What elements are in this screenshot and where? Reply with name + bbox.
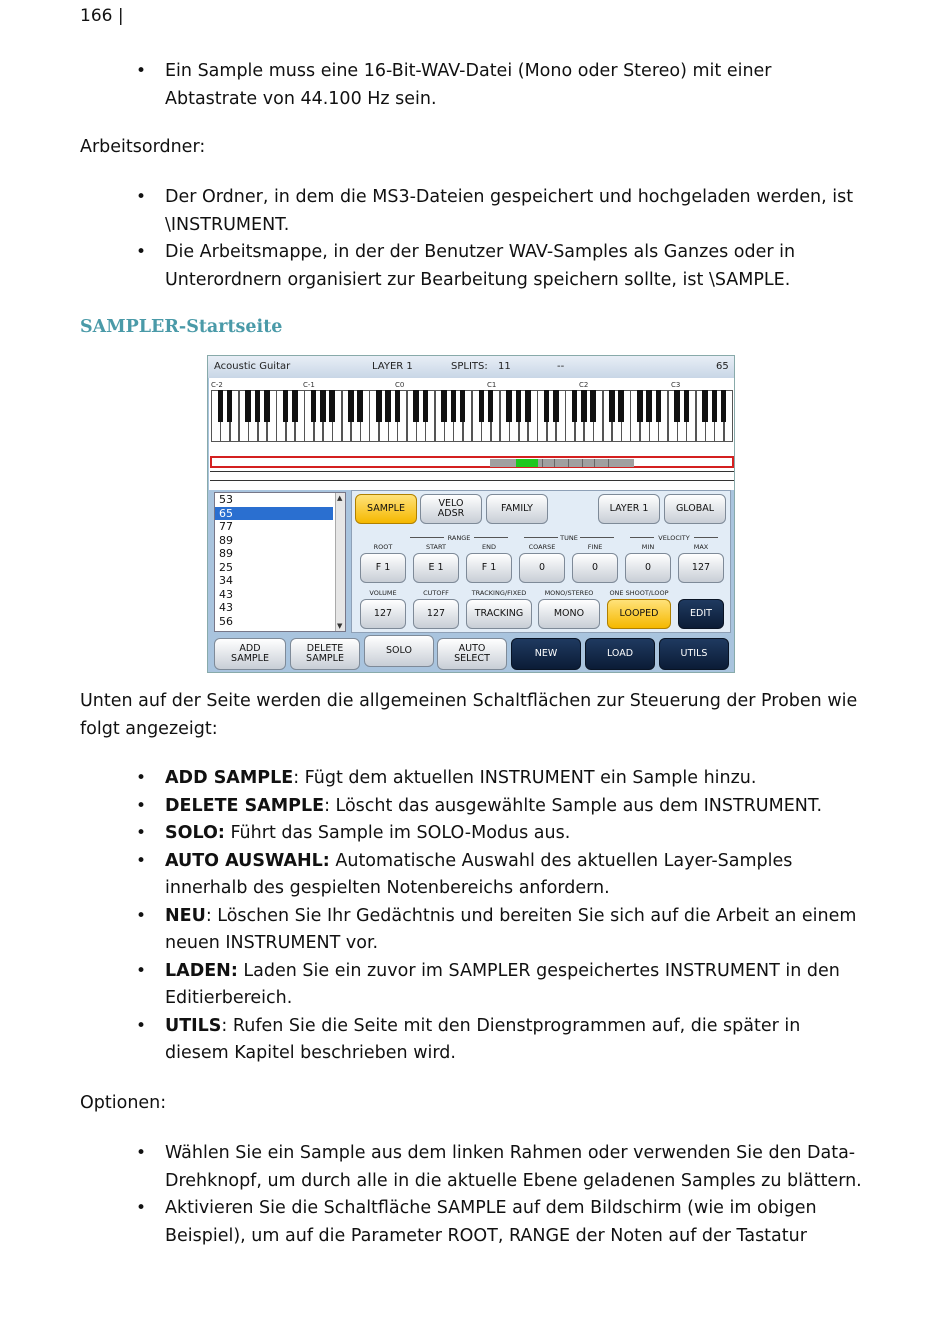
black-key[interactable] [441,390,447,422]
min-label: MIN [641,543,655,551]
sample-list[interactable] [214,492,346,632]
list-item[interactable]: 89 [219,547,233,560]
scroll-up-icon[interactable]: ▲ [337,494,343,502]
sample-range-bar [490,459,634,467]
end-value-button[interactable]: F 1 [466,553,512,583]
list-item[interactable]: 56 [219,614,233,628]
list-item[interactable]: 89 [219,533,233,547]
description: : Löscht das ausgewählte Sample aus dem INSTRUMENT. [324,795,823,816]
list-item: • Ein Sample muss eine 16-Bit-WAV-Datei (Mono oder Stereo) mit einer Abtastrate von 44.100 Hz sein. [136,58,866,113]
cutoff-value-button[interactable]: 127 [413,599,459,629]
tab-sample[interactable]: SAMPLE [355,494,417,524]
piano-keyboard[interactable] [211,390,733,442]
black-key[interactable] [712,390,718,422]
coarse-label: COARSE [528,543,556,551]
header-right-value: 65 [716,361,729,372]
keyboard-area [209,378,735,490]
black-key[interactable] [618,390,624,422]
button-label: SELECT [454,653,490,664]
bottom-button-bar [208,635,735,673]
tracking-fixed-label: TRACKING/FIXED [471,589,527,597]
max-value-button[interactable]: 127 [678,553,724,583]
list-item [136,820,866,848]
octave-label: C-1 [303,381,315,389]
page-number: 166 | [80,6,124,26]
black-key[interactable] [506,390,512,422]
fine-label: FINE [587,543,603,551]
black-key[interactable] [488,390,494,422]
velocity-group-label: VELOCITY [658,534,690,542]
list-item[interactable]: 43 [219,601,233,614]
start-value-button[interactable]: E 1 [413,553,459,583]
tune-group-label: TUNE [560,534,578,542]
button-label: SAMPLE [306,653,344,664]
list-item[interactable]: 53 [219,493,233,506]
splits-dash: -- [557,361,565,372]
list-item: • Wählen Sie ein Sample aus dem linken Rahmen oder verwenden Sie den Data-Drehknopf, um durch alle in die aktuelle Ebene geladenen Samples zu blättern. [136,1140,866,1195]
tab-global[interactable]: GLOBAL [664,494,726,524]
splits-label: SPLITS: [451,361,488,372]
delete-sample-button[interactable] [290,638,360,670]
octave-label: C2 [579,381,589,389]
splits-value: 11 [498,361,511,372]
max-label: MAX [693,543,709,551]
split-row-divider [210,471,734,472]
cutoff-label: CUTOFF [423,589,449,597]
black-key[interactable] [320,390,326,422]
black-key[interactable] [609,390,615,422]
tab-layer[interactable]: LAYER 1 [598,494,660,524]
black-key[interactable] [227,390,233,422]
split-row-divider [210,480,734,481]
black-key[interactable] [348,390,354,422]
tune-group-line [580,537,614,538]
list-item-selected[interactable]: 65 [215,507,333,521]
tab-velo-adsr[interactable] [420,494,482,524]
description: : Löschen Sie Ihr Gedächtnis und bereiten Sie sich auf die Arbeit an einem neuen INSTRUMENT vor. [165,905,857,953]
add-sample-button[interactable] [214,638,286,670]
button-label: DELETE [306,643,344,654]
black-key[interactable] [264,390,270,422]
black-key[interactable] [451,390,457,422]
black-key[interactable] [245,390,251,422]
list-item[interactable]: 43 [219,587,233,601]
button-label: AUTO [458,643,486,654]
list-item [136,793,866,821]
black-key[interactable] [423,390,429,422]
octave-label: C3 [671,381,681,389]
black-key[interactable] [479,390,485,422]
volume-value-button[interactable]: 127 [360,599,406,629]
section-heading: SAMPLER-Startseite [80,317,283,337]
intro-bullet-list [136,58,866,113]
black-key[interactable] [553,390,559,422]
black-key[interactable] [581,390,587,422]
list-scrollbar[interactable] [335,493,345,631]
mono-button[interactable]: MONO [538,599,600,629]
octave-label: C1 [487,381,497,389]
list-item[interactable]: 25 [219,560,233,574]
optionen-label: Optionen: [80,1093,167,1113]
black-key[interactable] [460,390,466,422]
black-key[interactable] [544,390,550,422]
tab-label: VELO [438,498,464,509]
term: ADD SAMPLE [165,768,294,788]
black-key[interactable] [637,390,643,422]
utils-button[interactable]: UTILS [659,638,729,670]
edit-button[interactable]: EDIT [678,599,724,629]
instrument-name: Acoustic Guitar [214,361,291,372]
volume-label: VOLUME [369,589,397,597]
velocity-group-line [694,537,718,538]
velocity-group-line [630,537,654,538]
black-key[interactable] [283,390,289,422]
arbeitsordner-label: Arbeitsordner: [80,137,206,157]
tab-label: ADSR [437,508,465,519]
optionen-bullet-list [136,1140,866,1250]
looped-button[interactable]: LOOPED [607,599,671,629]
term: SOLO: [165,823,225,843]
octave-label: C0 [395,381,405,389]
root-label: ROOT [373,543,393,551]
end-label: END [482,543,496,551]
octave-label: C-2 [211,381,223,389]
black-key[interactable] [656,390,662,422]
tracking-button[interactable]: TRACKING [466,599,532,629]
list-item: • Aktivieren Sie die Schaltfläche SAMPLE auf dem Bildschirm (wie im obigen Beispiel), um auf die Parameter ROOT, RANGE der Noten auf der Tastatur [136,1195,866,1250]
button-label: SAMPLE [231,653,269,664]
description: : Fügt dem aktuellen INSTRUMENT ein Sample hinzu. [293,768,757,788]
list-item [136,1013,866,1068]
layer-label: LAYER 1 [372,361,413,372]
list-item[interactable]: 34 [219,574,233,587]
fine-value-button[interactable]: 0 [572,553,618,583]
term: NEU [165,905,206,926]
list-item[interactable]: 77 [219,520,233,533]
list-item [136,765,866,793]
black-key[interactable] [413,390,419,422]
body-paragraph: Unten auf der Seite werden die allgemeinen Schaltflächen zur Steuerung der Proben wie folgt angezeigt: [80,691,858,739]
button-label: ADD [239,643,261,654]
description: Führt das Sample im SOLO-Modus aus. [224,823,571,843]
black-key[interactable] [218,390,224,422]
auto-select-button[interactable] [437,638,507,670]
black-key[interactable] [357,390,363,422]
black-key[interactable] [590,390,596,422]
list-item: • Die Arbeitsmappe, in der der Benutzer WAV-Samples als Ganzes oder in Unterordnern organisiert zur Bearbeitung speichern sollte, ist \SAMPLE. [136,239,866,294]
range-group-label: RANGE [447,534,471,542]
black-key[interactable] [255,390,261,422]
black-key[interactable] [721,390,727,422]
start-label: START [425,543,447,551]
tune-group-line [524,537,558,538]
black-key[interactable] [572,390,578,422]
black-key[interactable] [292,390,298,422]
black-key[interactable] [674,390,680,422]
black-key[interactable] [516,390,522,422]
range-group-line [410,537,444,538]
term: DELETE SAMPLE [165,795,325,816]
selected-sample-range [516,459,538,467]
black-key[interactable] [684,390,690,422]
list-item [136,848,866,903]
one-shoot-loop-label: ONE SHOOT/LOOP [609,589,669,597]
list-item: • Der Ordner, in dem die MS3-Dateien gespeichert und hochgeladen werden, ist \INSTRUMENT. [136,184,866,239]
coarse-value-button[interactable]: 0 [519,553,565,583]
term: LADEN: [165,960,238,981]
black-key[interactable] [329,390,335,422]
new-button[interactable]: NEW [511,638,581,670]
range-group-line [474,537,508,538]
sampler-header-bar [208,356,735,378]
sampler-screenshot [207,355,735,673]
min-value-button[interactable]: 0 [625,553,671,583]
black-key[interactable] [376,390,382,422]
list-item [136,958,866,1013]
root-value-button[interactable]: F 1 [360,553,406,583]
black-key[interactable] [525,390,531,422]
black-key[interactable] [311,390,317,422]
scroll-down-icon[interactable]: ▼ [337,622,343,630]
black-key[interactable] [395,390,401,422]
term: AUTO AUSWAHL: [165,850,330,871]
split-selection-row[interactable] [210,456,734,468]
load-button[interactable]: LOAD [585,638,655,670]
black-key[interactable] [702,390,708,422]
list-item [136,903,866,958]
black-key[interactable] [385,390,391,422]
solo-button[interactable]: SOLO [364,635,434,667]
tab-family[interactable]: FAMILY [486,494,548,524]
button-description-list [136,765,866,1068]
description: Automatische Auswahl des aktuellen Layer-Samples innerhalb des gespielten Notenbereichs anfordern. [165,850,793,898]
description: Laden Sie ein zuvor im SAMPLER gespeichertes INSTRUMENT in den Editierbereich. [165,960,840,1008]
parameter-panel [351,490,731,633]
mono-stereo-label: MONO/STEREO [544,589,594,597]
black-key[interactable] [646,390,652,422]
arbeitsordner-bullet-list [136,184,866,294]
description: : Rufen Sie die Seite mit den Dienstprogrammen auf, die später in diesem Kapitel beschrieben wird. [165,1015,801,1063]
term: UTILS [165,1015,222,1036]
